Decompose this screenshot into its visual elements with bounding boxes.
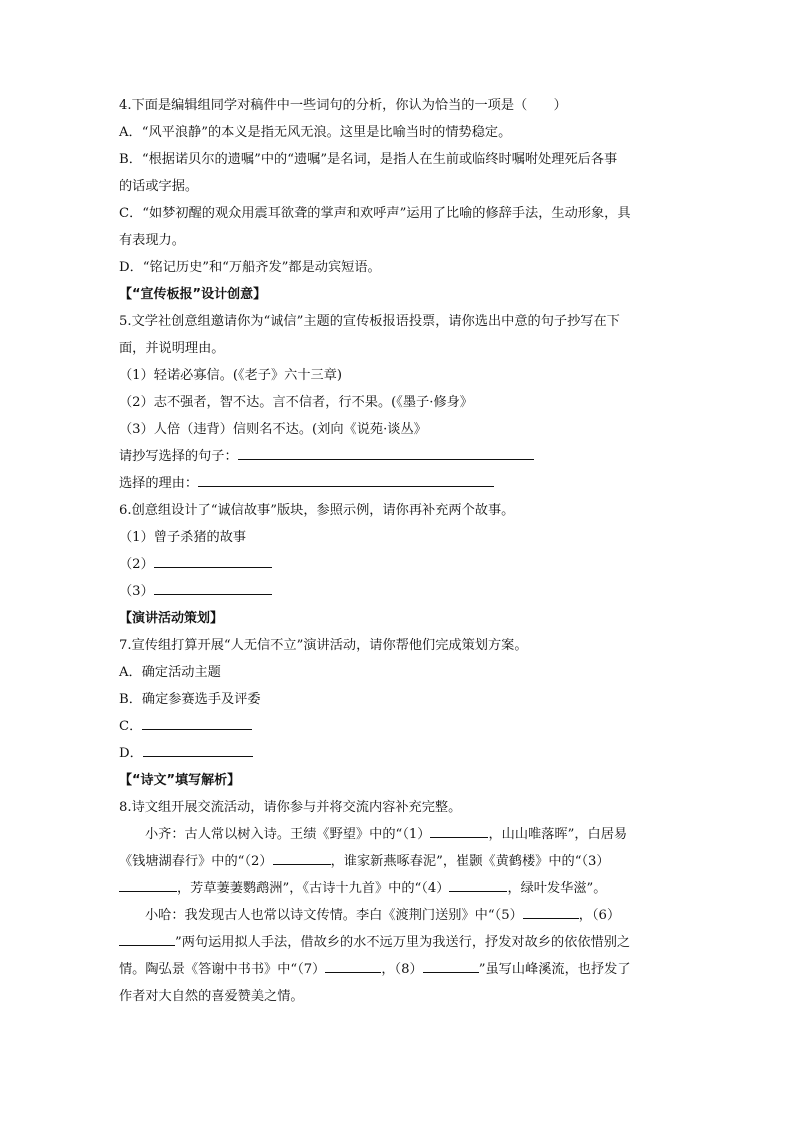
q8-para2-line3 <box>119 956 679 983</box>
q8-para2-line2 <box>119 929 679 956</box>
q7-label-c: C． <box>119 719 143 734</box>
q4-option-b-line2: 的话或字据。 <box>119 179 199 194</box>
q8-text: ，（8） <box>381 962 423 977</box>
q8-para1-line3 <box>119 875 679 902</box>
section-heading-poetry: 【“诗文”填写解析】 <box>119 773 241 788</box>
q7-row-c <box>119 713 679 740</box>
q5-copy-label: 请抄写选择的句子： <box>119 449 238 464</box>
q8-text: ，谁家新燕啄春泥”，崔颢《黄鹤楼》中的“（3） <box>330 854 610 869</box>
q6-blank-2[interactable] <box>154 552 272 568</box>
q6-label-2: （2） <box>119 557 154 572</box>
q5-option-1: （1）轻诺必寡信。(《老子》六十三章) <box>119 368 343 383</box>
q8-blank-8[interactable] <box>423 957 479 973</box>
q8-stem: 8.诗文组开展交流活动，请你参与并将交流内容补充完整。 <box>119 800 462 815</box>
q5-option-3: （3）人倍（违背）信则名不达。(刘向《说苑·谈丛》 <box>119 422 427 437</box>
q6-example: （1）曾子杀猪的故事 <box>119 530 247 545</box>
q5-copy-row <box>119 443 679 470</box>
q6-label-3: （3） <box>119 584 154 599</box>
q4-option-d: D．“铭记历史”和“万船齐发”都是动宾短语。 <box>119 260 381 275</box>
q6-blank-3[interactable] <box>154 579 272 595</box>
q8-blank-7[interactable] <box>325 957 381 973</box>
q4-option-c-line1: C．“如梦初醒的观众用震耳欲聋的掌声和欢呼声”运用了比喻的修辞手法，生动形象，具 <box>119 206 631 221</box>
q8-blank-3[interactable] <box>119 876 177 892</box>
q8-blank-1[interactable] <box>430 822 488 838</box>
exam-content <box>119 92 679 1010</box>
q6-stem: 6.创意组设计了“诚信故事”版块，参照示例，请你再补充两个故事。 <box>119 503 515 518</box>
q5-reason-label: 选择的理由： <box>119 476 199 491</box>
q7-label-d: D． <box>119 746 143 761</box>
q4-option-c-line2: 有表现力。 <box>119 233 185 248</box>
q8-text: 小哈：我发现古人也常以诗文传情。李白《渡荆门送别》中“（5） <box>145 908 523 923</box>
q6-row-3 <box>119 578 679 605</box>
q7-row-d <box>119 740 679 767</box>
q8-text: ，芳草萋萋鹦鹉洲”，《古诗十九首》中的“（4） <box>177 881 450 896</box>
q5-reason-row <box>119 470 679 497</box>
q8-text: ，绿叶发华滋”。 <box>507 881 607 896</box>
q6-row-2 <box>119 551 679 578</box>
q7-option-a: A．确定活动主题 <box>119 665 221 680</box>
q8-text: ”两句运用拟人手法，借故乡的水不远万里为我送行，抒发对故乡的依依惜别之 <box>175 935 631 950</box>
q7-blank-c[interactable] <box>142 714 252 730</box>
q8-para2-line1 <box>119 902 679 929</box>
q8-text: 情。陶弘景《答谢中书书》中“（7） <box>119 962 326 977</box>
q7-option-b: B．确定参赛选手及评委 <box>119 692 261 707</box>
q5-option-2: （2）志不强者，智不达。言不信者，行不果。(《墨子·修身》 <box>119 395 473 410</box>
q8-blank-6[interactable] <box>119 930 175 946</box>
q8-blank-4[interactable] <box>449 876 507 892</box>
q8-blank-5[interactable] <box>523 903 579 919</box>
q8-text: ”虽写山峰溪流，也抒发了 <box>478 962 631 977</box>
q5-stem-line2: 面，并说明理由。 <box>119 341 225 356</box>
section-heading-board: 【“宣传板报”设计创意】 <box>119 287 267 302</box>
q8-para2-line4: 作者对大自然的喜爱赞美之情。 <box>119 989 304 1004</box>
q4-option-a: A．“风平浪静”的本义是指无风无浪。这里是比喻当时的情势稳定。 <box>119 125 512 140</box>
q4-option-b-line1: B．“根据诺贝尔的遗嘱”中的“遗嘱”是名词，是指人在生前或临终时嘱咐处理死后各事 <box>119 152 618 167</box>
q8-text: 小齐：古人常以树入诗。王绩《野望》中的“（1） <box>145 827 431 842</box>
q5-reason-blank[interactable] <box>198 471 494 487</box>
q8-blank-2[interactable] <box>273 849 331 865</box>
q8-text: ，（6） <box>578 908 621 923</box>
q5-stem-line1: 5.文学社创意组邀请你为“诚信”主题的宣传板报语投票，请你选出中意的句子抄写在下 <box>119 314 620 329</box>
q4-stem: 4.下面是编辑组同学对稿件中一些词句的分析，你认为恰当的一项是（ ） <box>119 98 567 113</box>
q8-para1-line1 <box>119 821 679 848</box>
q8-para1-line2 <box>119 848 679 875</box>
q8-text: ，山山唯落晖”，白居易 <box>488 827 628 842</box>
section-heading-speech: 【演讲活动策划】 <box>119 611 224 626</box>
q8-text: 《钱塘湖春行》中的“（2） <box>119 854 273 869</box>
q5-copy-blank[interactable] <box>238 444 534 460</box>
q7-blank-d[interactable] <box>143 741 253 757</box>
q7-stem: 7.宣传组打算开展“人无信不立”演讲活动，请你帮他们完成策划方案。 <box>119 638 528 653</box>
